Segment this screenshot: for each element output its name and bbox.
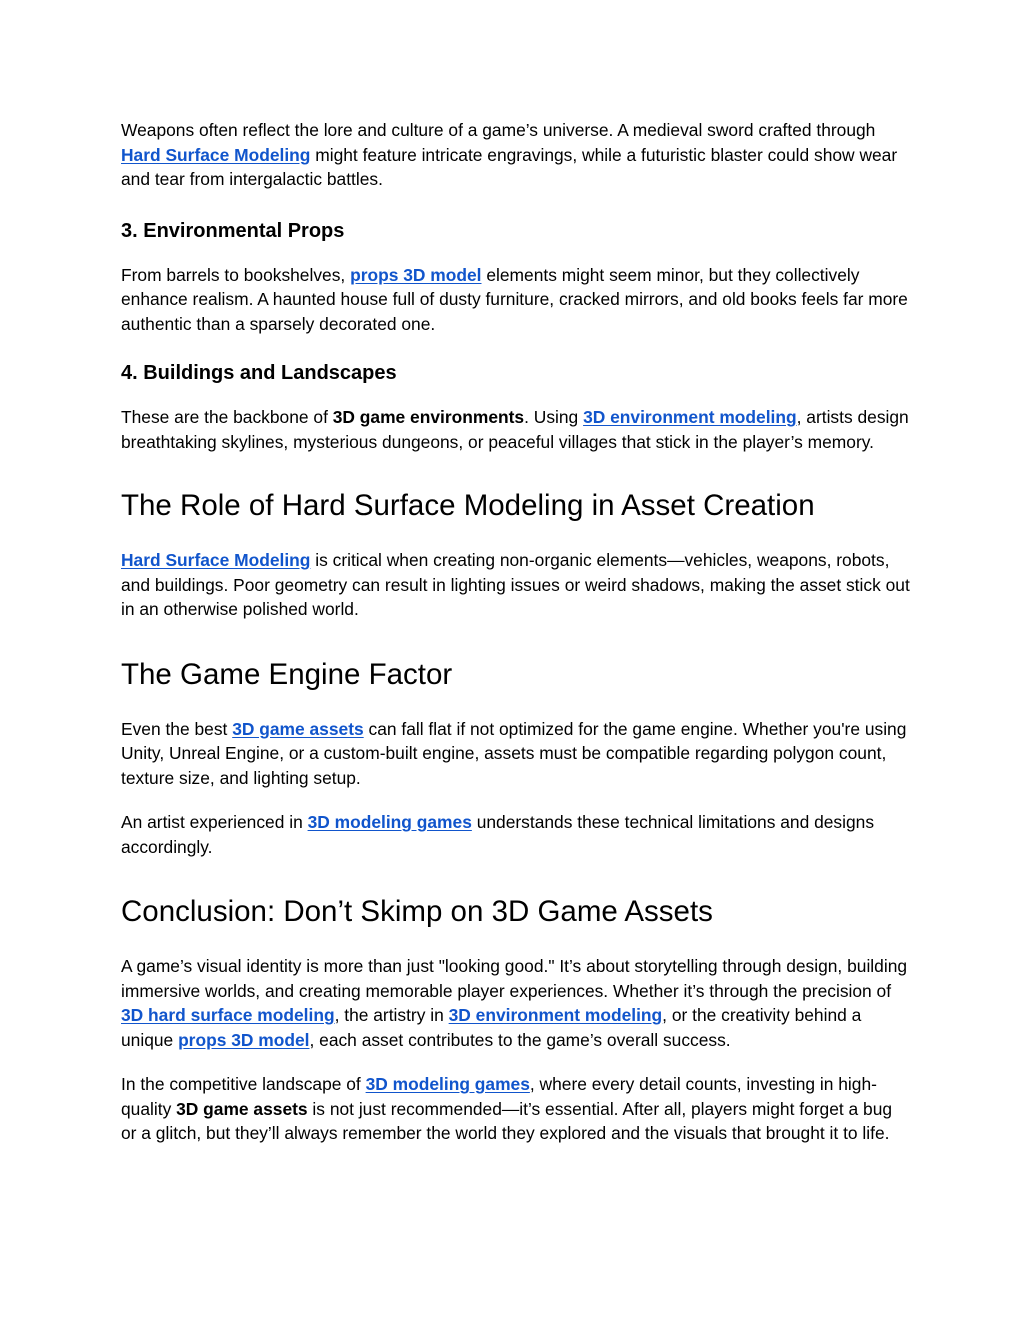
text-span: In the competitive landscape of bbox=[121, 1074, 366, 1094]
link-3d-environment-modeling[interactable]: 3D environment modeling bbox=[448, 1005, 663, 1025]
text-span: An artist experienced in bbox=[121, 812, 308, 832]
link-3d-hard-surface-modeling[interactable]: 3D hard surface modeling bbox=[121, 1005, 335, 1025]
link-props-3d-model[interactable]: props 3D model bbox=[350, 264, 482, 285]
text-span: might feature intricate engravings, while a futuristic blaster could show wear and tear from intergalactic battles. bbox=[121, 144, 898, 189]
heading-buildings-and-landscapes: 4. Buildings and Landscapes bbox=[121, 362, 397, 384]
link-3d-modeling-games[interactable]: 3D modeling games bbox=[307, 812, 472, 832]
paragraph-engine-1 bbox=[121, 717, 911, 791]
heading-role-of-hard-surface-modeling: The Role of Hard Surface Modeling in Asset Creation bbox=[121, 489, 815, 522]
heading-conclusion: Conclusion: Don’t Skimp on 3D Game Assets bbox=[121, 895, 713, 928]
paragraph-engine-2 bbox=[121, 810, 911, 859]
text-span: understands these technical limitations and designs accordingly. bbox=[121, 812, 875, 857]
link-props-3d-model[interactable]: props 3D model bbox=[178, 1029, 310, 1050]
document-page bbox=[121, 118, 911, 1146]
text-span: is not just recommended—it’s essential. After all, players might forget a bug or a glitch, but they’ll always remember the world they explored and the visuals that brought it to life. bbox=[121, 1098, 893, 1143]
link-3d-environment-modeling[interactable]: 3D environment modeling bbox=[583, 407, 797, 427]
heading-environmental-props: 3. Environmental Props bbox=[121, 219, 345, 242]
paragraph-environmental-props bbox=[121, 263, 911, 337]
text-span: , where every detail counts, investing in high-quality bbox=[121, 1074, 877, 1119]
text-span: is critical when creating non-organic elements—vehicles, weapons, robots, and buildings. Poor geometry can result in lighting issues or weird shadows, making the asset stick out in an otherwise polished world. bbox=[121, 550, 910, 619]
text-span: A game’s visual identity is more than just "looking good." It’s about storytelling through design, building immersive worlds, and creating memorable player experiences. Whether it’s through the precision of bbox=[121, 956, 908, 1001]
bold-text: 3D game environments bbox=[332, 407, 525, 427]
bold-text: 3D game assets bbox=[176, 1098, 308, 1119]
link-3d-game-assets[interactable]: 3D game assets bbox=[232, 718, 364, 739]
text-span: can fall flat if not optimized for the game engine. Whether you're using Unity, Unreal Engine, or a custom-built engine, assets must be compatible regarding polygon count, texture size, and lighting setup. bbox=[121, 718, 907, 788]
heading-game-engine-factor: The Game Engine Factor bbox=[121, 657, 453, 691]
text-span: From barrels to bookshelves, bbox=[121, 264, 351, 285]
paragraph-conclusion-2 bbox=[121, 1072, 911, 1146]
text-span: , artists design breathtaking skylines, mysterious dungeons, or peaceful villages that stick in the player’s memory. bbox=[121, 407, 909, 452]
paragraph-role bbox=[121, 548, 911, 622]
link-hard-surface-modeling[interactable]: Hard Surface Modeling bbox=[121, 550, 311, 570]
paragraph-conclusion-1 bbox=[121, 954, 911, 1052]
paragraph-weapons bbox=[121, 118, 911, 192]
text-span: , each asset contributes to the game’s overall success. bbox=[309, 1029, 731, 1050]
text-span: Even the best bbox=[121, 718, 233, 739]
link-3d-modeling-games[interactable]: 3D modeling games bbox=[365, 1074, 530, 1094]
link-hard-surface-modeling[interactable]: Hard Surface Modeling bbox=[121, 144, 311, 165]
text-span: Weapons often reflect the lore and culture of a game’s universe. A medieval sword crafted through bbox=[121, 120, 876, 140]
text-span: , or the creativity behind a unique bbox=[121, 1005, 862, 1050]
text-span: These are the backbone of bbox=[121, 407, 333, 427]
text-span: , the artistry in bbox=[334, 1005, 449, 1025]
text-span: . Using bbox=[524, 407, 584, 427]
text-span: elements might seem minor, but they collectively enhance realism. A haunted house full of dusty furniture, cracked mirrors, and old books feels far more authentic than a sparsely decorated one. bbox=[121, 264, 908, 334]
paragraph-buildings bbox=[121, 405, 911, 454]
